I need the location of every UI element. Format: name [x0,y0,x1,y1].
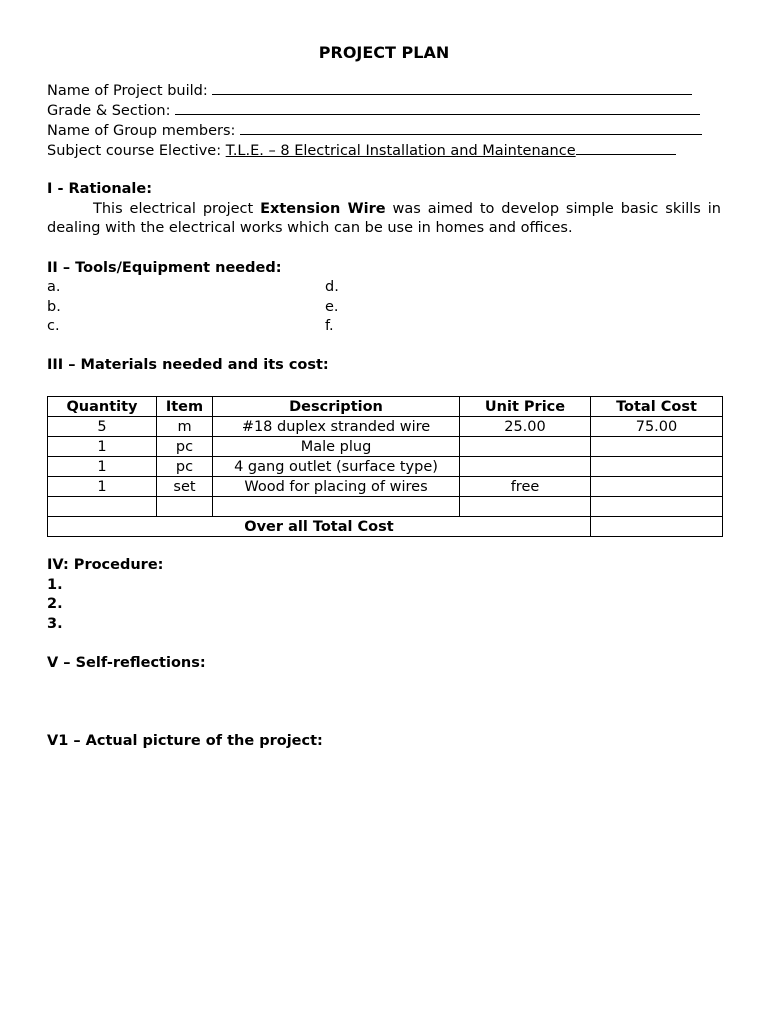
item-cell: set [157,477,213,497]
subject-label: Subject course Elective: [47,143,222,159]
procedure-heading: IV: Procedure: [47,557,164,573]
total-cost-cell: 75.00 [591,417,723,437]
actual-picture-heading: V1 – Actual picture of the project: [47,733,323,749]
subject-blank[interactable] [576,140,676,155]
tools-heading: II – Tools/Equipment needed: [47,260,282,276]
quantity-cell: 1 [48,457,157,477]
grade-section-blank[interactable] [175,100,700,115]
description-cell: #18 duplex stranded wire [213,417,460,437]
item-cell [157,497,213,517]
total-cost-cell [591,497,723,517]
table-row [48,437,723,457]
tool-item-b: b. [47,299,61,315]
table-row-empty [48,497,723,517]
overall-total-value [591,517,723,537]
description-cell [213,497,460,517]
description-cell: 4 gang outlet (surface type) [213,457,460,477]
tool-item-f: f. [325,318,334,334]
materials-heading: III – Materials needed and its cost: [47,357,329,373]
column-header-quantity: Quantity [48,397,157,417]
table-row [48,417,723,437]
rationale-heading: I - Rationale: [47,181,153,197]
materials-table [47,396,723,537]
project-build-field [47,80,692,100]
project-build-label: Name of Project build: [47,83,208,99]
quantity-cell: 1 [48,477,157,497]
item-cell: pc [157,437,213,457]
tool-item-d: d. [325,279,339,295]
self-reflection-heading: V – Self-reflections: [47,655,206,671]
grade-section-label: Grade & Section: [47,103,171,119]
unit-price-cell: 25.00 [460,417,591,437]
unit-price-cell [460,437,591,457]
column-header-item: Item [157,397,213,417]
quantity-cell: 1 [48,437,157,457]
procedure-step-3: 3. [47,616,63,632]
total-cost-cell [591,477,723,497]
table-row [48,457,723,477]
item-cell: m [157,417,213,437]
total-cost-cell [591,457,723,477]
rationale-text-start: This electrical project [93,201,261,217]
quantity-cell: 5 [48,417,157,437]
tool-item-c: c. [47,318,60,334]
rationale-text-end: was aimed to develop simple basic skills in dealing with the electrical works which can be use in homes and offices. [47,201,721,236]
item-cell: pc [157,457,213,477]
tool-item-a: a. [47,279,61,295]
table-total-row [48,517,723,537]
group-members-blank[interactable] [240,120,702,135]
table-row [48,477,723,497]
page-title: PROJECT PLAN [318,43,450,62]
project-build-blank[interactable] [212,80,692,95]
subject-field [47,140,676,160]
subject-value: T.L.E. – 8 Electrical Installation and Maintenance [225,143,576,159]
procedure-step-1: 1. [47,577,63,593]
total-cost-cell [591,437,723,457]
group-members-label: Name of Group members: [47,123,236,139]
column-header-total-cost: Total Cost [591,397,723,417]
description-cell: Wood for placing of wires [213,477,460,497]
column-header-description: Description [213,397,460,417]
column-header-unit-price: Unit Price [460,397,591,417]
overall-total-label: Over all Total Cost [48,517,591,537]
quantity-cell [48,497,157,517]
grade-section-field [47,100,700,120]
tool-item-e: e. [325,299,339,315]
description-cell: Male plug [213,437,460,457]
table-header-row [48,397,723,417]
unit-price-cell: free [460,477,591,497]
group-members-field [47,120,702,140]
unit-price-cell [460,497,591,517]
procedure-step-2: 2. [47,596,63,612]
rationale-paragraph [47,200,721,238]
unit-price-cell [460,457,591,477]
rationale-project-name: Extension Wire [260,201,386,217]
